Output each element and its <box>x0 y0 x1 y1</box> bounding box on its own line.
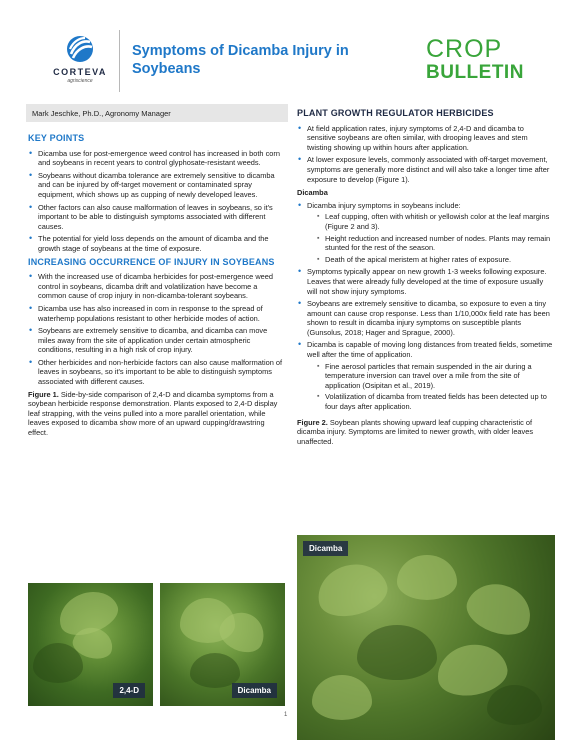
leaf-shape <box>357 625 437 680</box>
key-points-list <box>28 149 283 254</box>
list-item: • Soybeans are extremely sensitive to dicamba, and dicamba can move miles away from the site of application under certain atmospheric conditions, resulting in a high risk of crop injury. <box>28 326 283 355</box>
figure-2-photo <box>297 535 555 740</box>
corteva-emblem-icon <box>63 34 97 64</box>
pgr-heading: PLANT GROWTH REGULATOR HERBICIDES <box>297 108 494 118</box>
movement-intro: Dicamba is capable of moving long distances from treated fields, sometime well after the time of application. <box>307 340 553 360</box>
increasing-occurrence-list <box>28 272 283 387</box>
dicamba-intro: Dicamba injury symptoms in soybeans include: <box>307 200 461 210</box>
figure-1-caption <box>28 390 283 438</box>
dicamba-subheading: Dicamba <box>297 188 328 198</box>
list-item: • Symptoms typically appear on new growth 1-3 weeks following exposure. Leaves that were already fully developed at the time of exposure usually will not show injury symptoms. <box>297 267 553 296</box>
sub-list-item: ▪ Leaf cupping, often with whitish or yellowish color at the leaf margins (Figure 2 and 3). <box>317 212 553 231</box>
leaf-shape <box>487 685 542 725</box>
increasing-occurrence-heading: INCREASING OCCURRENCE OF INJURY IN SOYBEANS <box>28 256 275 267</box>
crop-label: CROP <box>426 35 503 63</box>
symptom-sublist <box>317 212 553 264</box>
pgr-list <box>297 124 553 185</box>
figure-1-photo-24d <box>28 583 153 706</box>
left-column <box>28 130 283 438</box>
sub-list-item: ▪ Fine aerosol particles that remain suspended in the air during a temperature inversion can travel over a mile from the site of application (Osipitan et al., 2019). <box>317 362 553 391</box>
logo-wordmark: CORTEVA <box>53 67 107 77</box>
leaf-shape <box>33 643 83 683</box>
photo-tag-dicamba: Dicamba <box>232 683 277 698</box>
leaf-shape <box>312 675 372 720</box>
list-item: • Other factors can also cause malformation of leaves in soybeans, so it's important to be able to distinguish symptoms associated with different causes. <box>28 203 283 232</box>
page-number: 1 <box>284 712 288 718</box>
leaf-shape <box>397 555 457 600</box>
list-item <box>297 201 553 265</box>
logo-subtitle: agriscience <box>67 78 93 84</box>
list-item: • Soybeans are extremely sensitive to dicamba, so exposure to even a tiny amount can cause crop response. Less than 1/10,000x field rate has been shown to result in dicamba injury symptoms on susceptible plants (Gunsolus, 2018; Hager and Sprague, 2000). <box>297 299 553 337</box>
list-item: • Dicamba use has also increased in corn in response to the spread of waterhemp populations resistant to other herbicide modes of action. <box>28 304 283 323</box>
list-item: • Soybeans without dicamba tolerance are extremely sensitive to dicamba and can be injured by off-target movement or contaminated spray equipment, which shows up as cupping of newly developed leaves. <box>28 171 283 200</box>
figure-1-text: Side-by-side comparison of 2,4-D and dicamba symptoms from a soybean herbicide response demonstration. Plants exposed to 2,4-D display leaf strapping, with the veins pulled into a more parallel orientation, while leaves exposed to dicamba show more of an upward cupping/drawstring effect. <box>28 389 278 438</box>
page-header <box>0 0 578 100</box>
right-column <box>297 105 553 446</box>
photo-tag-24d: 2,4-D <box>113 683 145 698</box>
list-item: • At field application rates, injury symptoms of 2,4-D and dicamba to sensitive soybeans are often similar, with drooping leaves and stem twisting showing up within hours after application. <box>297 124 553 153</box>
figure-2-text: Soybean plants showing upward leaf cupping characteristic of dicamba injury. Symptoms are limited to newer growth, with older leaves unaffected. <box>297 417 534 446</box>
bulletin-label: BULLETIN <box>426 62 524 83</box>
figure-1-label: Figure 1. <box>28 389 59 399</box>
list-item: • Dicamba use for post-emergence weed control has increased in both corn and soybeans in recent years to control glyphosate-resistant weeds. <box>28 149 283 168</box>
sub-list-item: ▪ Death of the apical meristem at higher rates of exposure. <box>317 255 553 265</box>
figure-2-label: Figure 2. <box>297 417 328 427</box>
figure-1-photo-dicamba <box>160 583 285 706</box>
corteva-logo <box>40 34 120 94</box>
dicamba-list <box>297 201 553 412</box>
list-item: • The potential for yield loss depends on the amount of dicamba and the growth stage of soybeans at the time of exposure. <box>28 234 283 253</box>
leaf-shape <box>312 557 393 623</box>
header-divider <box>119 30 120 92</box>
page-title: Symptoms of Dicamba Injury in Soybeans <box>132 43 349 77</box>
leaf-shape <box>461 575 538 642</box>
movement-sublist <box>317 362 553 412</box>
photo-tag-dicamba: Dicamba <box>303 541 348 556</box>
list-item: • With the increased use of dicamba herbicides for post-emergence weed control in soybeans, dicamba drift and volatilization have become a common cause of crop injury in non-dicamba-tolerant soybeans. <box>28 272 283 301</box>
list-item: • Other herbicides and non-herbicide factors can also cause malformation of leaves in soybeans, so it's important to be able to distinguish symptoms associated with different causes. <box>28 358 283 387</box>
figure-2-caption <box>297 418 553 447</box>
sub-list-item: ▪ Volatilization of dicamba from treated fields has been detected up to four days after application. <box>317 392 553 411</box>
key-points-heading: KEY POINTS <box>28 133 85 143</box>
sub-list-item: ▪ Height reduction and increased number of nodes. Plants may remain stunted for the rest of the season. <box>317 234 553 253</box>
author-byline: Mark Jeschke, Ph.D., Agronomy Manager <box>26 104 288 122</box>
list-item: • At lower exposure levels, commonly associated with off-target movement, symptoms are generally more distinct and will also take a longer time after exposure to develop (Figure 1). <box>297 155 553 184</box>
list-item <box>297 340 553 411</box>
